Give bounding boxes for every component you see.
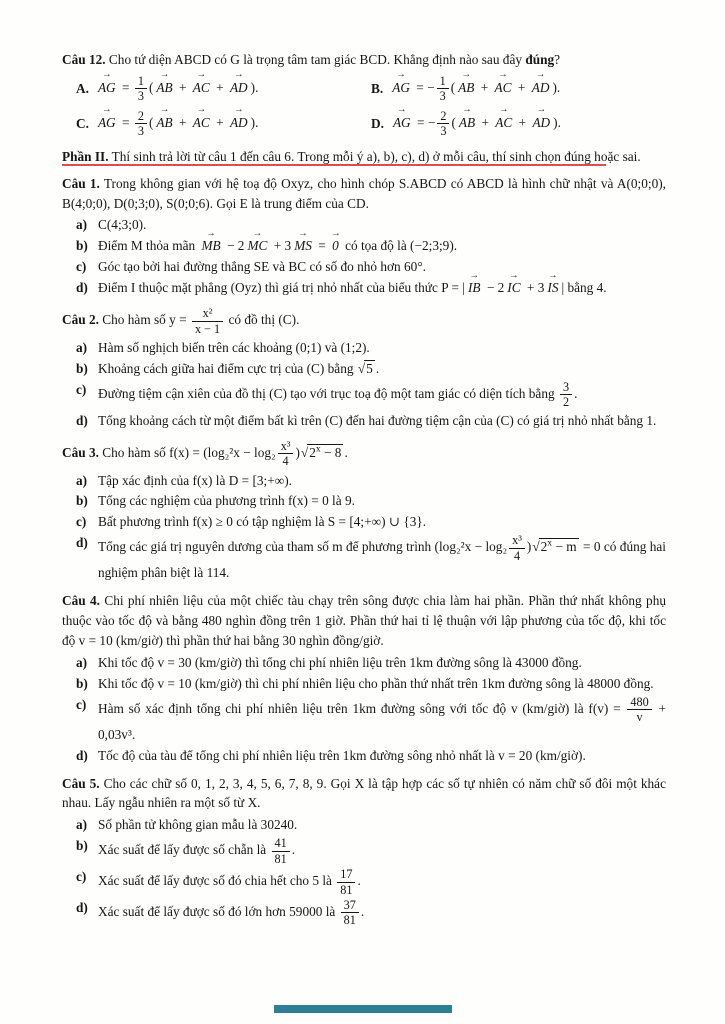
option-B [371, 69, 666, 104]
fraction: $\frac{\text{x³}}{4}$ [278, 439, 294, 469]
vector-arrow: → AD [229, 69, 248, 95]
question-label: Câu 4. [62, 593, 100, 609]
item-label: b) [76, 238, 88, 254]
option-label: B. [371, 80, 384, 96]
vector-arrow: → AD [229, 104, 248, 130]
statement-item-c [62, 257, 666, 277]
item-label: d) [76, 412, 88, 428]
question-3-block [62, 439, 666, 583]
question-12-label: Câu 12. [62, 52, 106, 67]
item-label: a) [76, 217, 88, 233]
question-text: Cho các chữ số 0, 1, 2, 3, 4, 5, 6, 7, 8, 9. Gọi X là tập hợp các số tự nhiên có năm chữ số đôi một khác nhau. Lấy ngẫu nhiên ra một số từ X. [62, 775, 666, 811]
answer-options-grid [62, 69, 666, 139]
vector-arrow: → AC [192, 69, 210, 95]
statement-item-b [62, 491, 666, 511]
exam-content [62, 50, 666, 936]
option-C [76, 104, 371, 139]
question-2-stem [62, 306, 666, 336]
footer-bar [274, 1005, 452, 1013]
statement-item-b [62, 836, 666, 866]
question-5-block [62, 774, 666, 928]
statement-item-d [62, 269, 666, 298]
item-label: c) [76, 514, 87, 530]
item-text: Khi tốc độ v = 30 (km/giờ) thì tổng chi phí nhiên liệu trên 1km đường sông là 43000 đồng. [98, 654, 582, 670]
statement-item-c [62, 380, 666, 410]
question-1-stem [62, 174, 666, 214]
option-math: → AG = − $\frac{2}{3}$ ( → AB + → AC + → AD ). [392, 104, 561, 139]
item-text: Xác suất để lấy được số đó chia hết cho 5 là $\frac{17}{81}$ . [98, 867, 361, 897]
item-text: Xác suất để lấy được số đó lớn hơn 59000 là $\frac{37}{81}$ . [98, 898, 365, 928]
fraction: $\frac{\text{x²}}{x - 1}$ [192, 306, 223, 336]
statement-item-a [62, 471, 666, 491]
question-1-block [62, 174, 666, 299]
item-label: b) [76, 493, 88, 509]
fraction: $\frac{2}{3}$ [437, 109, 449, 139]
fraction: $\frac{\text{x³}}{4}$ [509, 533, 525, 563]
question-label: Câu 1. [62, 175, 100, 191]
question-12-text: Cho tứ diện ABCD có G là trọng tâm tam giác BCD. Khẳng định nào sau đây đúng? [108, 52, 561, 67]
question-4-block [62, 591, 666, 765]
question-text: Cho hàm số f(x) = (log₂²x − log₂ $\frac{\text{x³}}{4}$ )√ $2^x - 8$ . [102, 438, 348, 469]
radical: √ 5 [357, 360, 373, 376]
red-underline-annotation [62, 164, 606, 166]
vector-arrow: → AD [532, 104, 551, 130]
item-label: d) [76, 747, 88, 763]
statement-item-c [62, 695, 666, 745]
item-label: a) [76, 472, 88, 488]
fraction: $\frac{1}{3}$ [135, 74, 147, 104]
vector-arrow: → AB [156, 69, 173, 95]
question-label: Câu 5. [62, 775, 100, 791]
vector-arrow: → AB [458, 104, 476, 130]
question-4-stem [62, 591, 666, 651]
option-math: → AG = $\frac{1}{3}$ ( → AB + → AC + → AD ). [97, 69, 259, 104]
question-text: Cho hàm số y = $\frac{\text{x²}}{x - 1}$ có đồ thị (C). [102, 306, 300, 336]
radical: √ $2^x - 8$ [300, 443, 342, 460]
statement-item-c [62, 867, 666, 897]
vector-arrow: → AB [156, 104, 173, 130]
item-label: b) [76, 675, 88, 691]
item-text: Hàm số nghịch biến trên các khoảng (0;1) và (1;2). [98, 340, 370, 356]
vector-arrow: → AC [494, 69, 512, 95]
statement-item-a [62, 653, 666, 673]
statement-item-a [62, 215, 666, 235]
item-label: b) [76, 360, 88, 376]
item-text: Bất phương trình f(x) ≥ 0 có tập nghiệm là S = [4;+∞) ∪ {3}. [98, 514, 427, 530]
vector-arrow: → AD [531, 69, 550, 95]
question-12-stem [62, 50, 666, 70]
item-label: c) [76, 381, 87, 397]
item-label: d) [76, 900, 88, 916]
question-2-block [62, 306, 666, 431]
option-math: → AG = $\frac{2}{3}$ ( → AB + → AC + → AD ). [97, 104, 259, 139]
item-text: Hàm số xác định tổng chi phí nhiên liệu trên 1km đường sông với tốc độ v (km/giờ) là f(v) = $\frac{480}{v}$ + 0,03v³. [98, 694, 666, 742]
question-label: Câu 3. [62, 444, 99, 460]
option-label: C. [76, 115, 89, 131]
question-text: Chi phí nhiên liệu của một chiếc tàu chạy trên sông được chia làm hai phần. Phần thứ nhất không phụ thuộc vào tốc độ và bằng 480 nghìn đồng trên 1 giờ. Phần thứ hai tỉ lệ thuận với lập phương của tốc độ, khi tốc độ v = 10 (km/giờ) thì phần thứ hai bằng 30 nghìn đồng/giờ. [62, 593, 666, 648]
statement-item-c [62, 512, 666, 532]
vector-arrow: → AB [458, 69, 475, 95]
statement-item-b [62, 227, 666, 256]
statement-item-a [62, 338, 666, 358]
vector-arrow: → IB [467, 269, 481, 296]
question-12-block [62, 50, 666, 139]
item-text: Điểm M thỏa mãn → MB − 2 → MC + 3 → MS = → 0 có tọa độ là (−2;3;9). [98, 236, 666, 256]
fraction: $\frac{480}{v}$ [627, 695, 651, 725]
statement-item-b [62, 674, 666, 694]
option-A [76, 69, 371, 104]
fraction: $\frac{3}{2}$ [560, 380, 572, 410]
item-text: Điểm I thuộc mặt phẳng (Oyz) thì giá trị nhỏ nhất của biểu thức P = | → IB − 2 → IC + 3 → IS | bằng 4. [98, 278, 666, 298]
item-text: Khi tốc độ v = 10 (km/giờ) thì chi phí nhiên liệu cho phần thứ nhất trên 1km đường sông là 48000 đồng. [98, 675, 654, 691]
item-label: b) [76, 838, 88, 854]
part2-label: Phần II. [62, 148, 109, 164]
part2-text: Thí sinh trả lời từ câu 1 đến câu 6. Trong mỗi ý a), b), c), d) ở mỗi câu, thí sinh chọn đúng hoặc sai. [111, 148, 641, 164]
statement-item-d [62, 411, 666, 431]
vector-arrow: → IC [507, 269, 521, 296]
true-false-questions [62, 174, 666, 928]
item-text: Tập xác định của f(x) là D = [3;+∞). [98, 472, 292, 488]
statement-item-b [62, 359, 666, 379]
question-text: Trong không gian với hệ toạ độ Oxyz, cho hình chóp S.ABCD có ABCD là hình chữ nhật và A(0;0;0), B(4;0;0), D(0;3;0), S(0;0;6). Gọi E là trung điểm của CD. [62, 175, 666, 211]
item-text: Tổng khoảng cách từ một điểm bất kì trên (C) đến hai đường tiệm cận của (C) có giá trị nhỏ nhất bằng 1. [98, 412, 657, 428]
item-text: Số phần tử không gian mẫu là 30240. [98, 817, 298, 833]
vector-arrow: → AG [392, 69, 410, 95]
vector-arrow: → 0 [331, 227, 341, 254]
item-text: Tổng các nghiệm của phương trình f(x) = 0 là 9. [98, 493, 355, 509]
item-text: Góc tạo bởi hai đường thẳng SE và BC có số đo nhỏ hơn 60°. [98, 259, 426, 275]
statement-item-d [62, 898, 666, 928]
part2-instruction [62, 147, 666, 167]
question-label: Câu 2. [62, 312, 99, 328]
statement-item-d [62, 533, 666, 583]
option-D [371, 104, 666, 139]
fraction: $\frac{1}{3}$ [437, 74, 449, 104]
option-label: A. [76, 80, 89, 96]
item-text: Tổng các giá trị nguyên dương của tham số m để phương trình (log₂²x − log₂ $\frac{\text{x³}}{4}$ )√ $2^x - m = 0$ có đúng hai nghiệm phân biệt là 114. [98, 533, 666, 581]
vector-arrow: → AG [392, 104, 411, 130]
vector-arrow: → AC [192, 104, 210, 130]
fraction: $\frac{41}{81}$ [272, 836, 290, 866]
item-label: c) [76, 869, 87, 885]
vector-arrow: → MB [201, 227, 221, 254]
fraction: $\frac{17}{81}$ [337, 867, 355, 897]
fraction: $\frac{2}{3}$ [135, 109, 147, 139]
item-text: Xác suất để lấy được số chẵn là $\frac{41}{81}$ . [98, 836, 296, 866]
question-3-stem [62, 439, 666, 469]
vector-arrow: → AC [495, 104, 513, 130]
statement-item-a [62, 815, 666, 835]
question-5-stem [62, 774, 666, 814]
item-label: a) [76, 654, 88, 670]
vector-arrow: → IS [547, 269, 559, 296]
radical: √ $2^x - m$ [532, 537, 577, 555]
item-text: Khoảng cách giữa hai điểm cực trị của (C) bằng √ 5 . [98, 360, 380, 376]
item-label: c) [76, 259, 87, 275]
vector-arrow: → AG [97, 104, 116, 130]
vector-arrow: → MS [294, 227, 312, 254]
item-text: Đường tiệm cận xiên của đồ thị (C) tạo với trục toạ độ một tam giác có diện tích bằng $\frac{3}{2}$ . [98, 379, 578, 410]
vector-arrow: → AG [97, 69, 116, 95]
item-text: Tốc độ của tàu để tổng chi phí nhiên liệu trên 1km đường sông nhỏ nhất là v = 20 (km/giờ). [98, 747, 586, 763]
item-label: a) [76, 340, 88, 356]
statement-item-d [62, 746, 666, 766]
item-label: d) [76, 535, 88, 551]
option-math: → AG = − $\frac{1}{3}$ ( → AB + → AC + → AD ). [392, 69, 561, 104]
item-label: a) [76, 817, 88, 833]
item-label: d) [76, 280, 88, 296]
item-label: c) [76, 696, 87, 712]
option-label: D. [371, 115, 384, 131]
item-text: C(4;3;0). [98, 217, 147, 233]
fraction: $\frac{37}{81}$ [341, 898, 359, 928]
vector-arrow: → MC [247, 227, 268, 254]
